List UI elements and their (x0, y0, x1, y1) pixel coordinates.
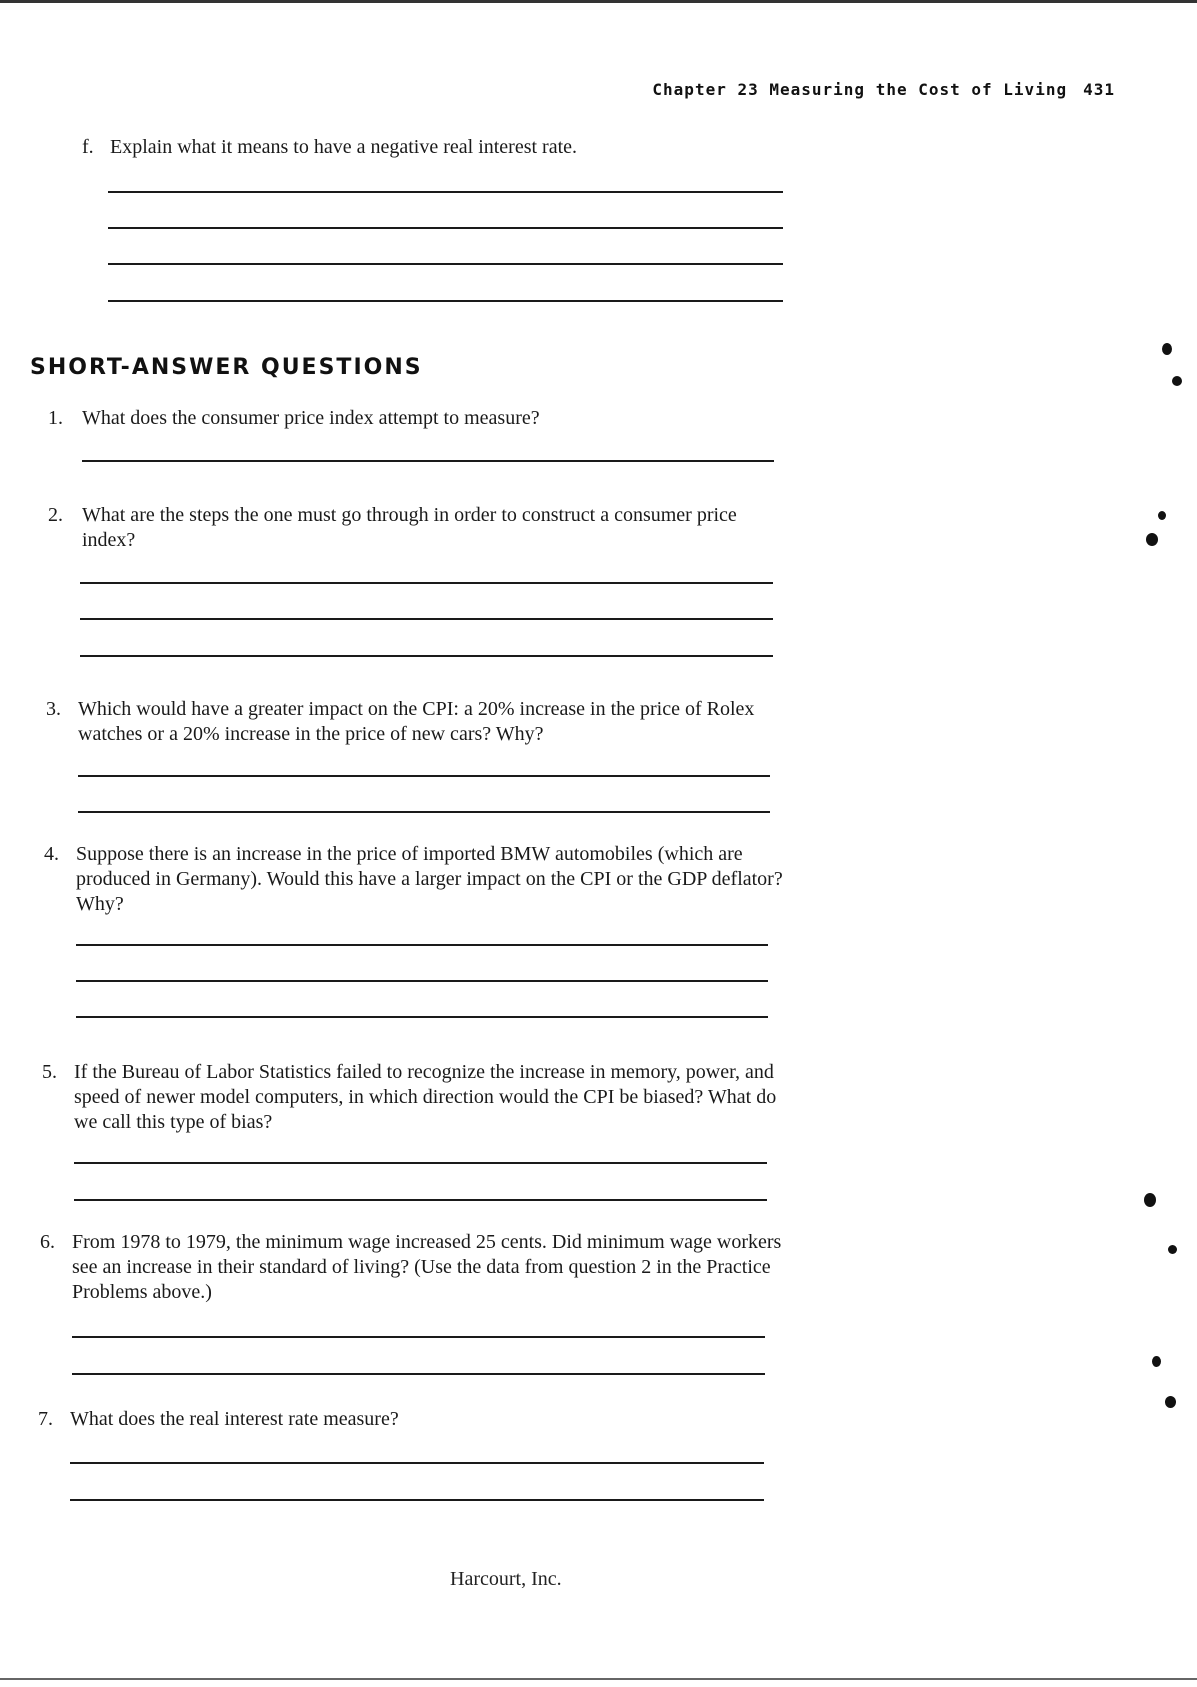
answer-line[interactable] (108, 263, 783, 265)
answer-line[interactable] (80, 582, 773, 584)
question-number: 4. (44, 843, 59, 865)
scan-speck (1168, 1245, 1177, 1254)
answer-line[interactable] (72, 1336, 765, 1338)
page-top-edge (0, 0, 1197, 3)
question-2 (48, 503, 788, 553)
scan-speck (1172, 376, 1182, 386)
question-text: What does the consumer price index attempt to measure? (82, 407, 540, 429)
question-text: What does the real interest rate measure? (70, 1408, 399, 1430)
answer-line[interactable] (108, 227, 783, 229)
question-text: Which would have a greater impact on the CPI: a 20% increase in the price of Rolex watches or a 20% increase in the price of new cars? Why? (78, 698, 755, 745)
answer-line[interactable] (78, 811, 770, 813)
question-text: Explain what it means to have a negative real interest rate. (110, 136, 578, 158)
answer-line[interactable] (76, 980, 768, 982)
running-header (652, 80, 1115, 99)
question-4 (44, 842, 784, 917)
chapter-title: Chapter 23 Measuring the Cost of Living (652, 80, 1068, 99)
question-text: From 1978 to 1979, the minimum wage increased 25 cents. Did minimum wage workers see an increase in their standard of living? (Use the data from question 2 in the Practice Problems above.) (72, 1231, 782, 1303)
scan-speck (1162, 343, 1172, 355)
answer-line[interactable] (72, 1373, 765, 1375)
scan-speck (1144, 1193, 1156, 1207)
question-text: If the Bureau of Labor Statistics failed to recognize the increase in memory, power, and speed of newer model computers, in which direction would the CPI be biased? What do we call this type of bias? (74, 1061, 777, 1133)
answer-line[interactable] (76, 944, 768, 946)
scan-speck (1158, 511, 1166, 520)
question-number: 5. (42, 1061, 57, 1083)
answer-line[interactable] (78, 775, 770, 777)
answer-line[interactable] (80, 618, 773, 620)
answer-line[interactable] (76, 1016, 768, 1018)
page-bottom-edge (0, 1678, 1197, 1680)
answer-line[interactable] (108, 300, 783, 302)
scan-speck (1146, 533, 1158, 546)
question-text: Suppose there is an increase in the price of imported BMW automobiles (which are produced in Germany). Would this have a larger impact on the CPI or the GDP deflator? Why? (76, 843, 783, 915)
page-number: 431 (1083, 80, 1115, 99)
publisher-footer: Harcourt, Inc. (450, 1568, 562, 1590)
answer-line[interactable] (74, 1162, 767, 1164)
answer-line[interactable] (108, 191, 783, 193)
question-number: 3. (46, 698, 61, 720)
question-number: 6. (40, 1231, 55, 1253)
answer-line[interactable] (82, 460, 774, 462)
question-1 (48, 406, 780, 431)
question-number: 2. (48, 504, 63, 526)
answer-line[interactable] (80, 655, 773, 657)
answer-line[interactable] (74, 1199, 767, 1201)
scan-speck (1165, 1396, 1176, 1408)
question-label: f. (82, 136, 94, 158)
question-7 (38, 1407, 778, 1432)
answer-line[interactable] (70, 1499, 764, 1501)
question-number: 1. (48, 407, 63, 429)
scan-speck (1152, 1356, 1161, 1367)
section-title: SHORT-ANSWER QUESTIONS (30, 355, 423, 380)
question-text: What are the steps the one must go through in order to construct a consumer price index? (82, 504, 737, 551)
question-number: 7. (38, 1408, 53, 1430)
question-3 (46, 697, 782, 747)
question-f (82, 135, 782, 160)
question-5 (42, 1060, 782, 1135)
answer-line[interactable] (70, 1462, 764, 1464)
question-6 (40, 1230, 782, 1305)
